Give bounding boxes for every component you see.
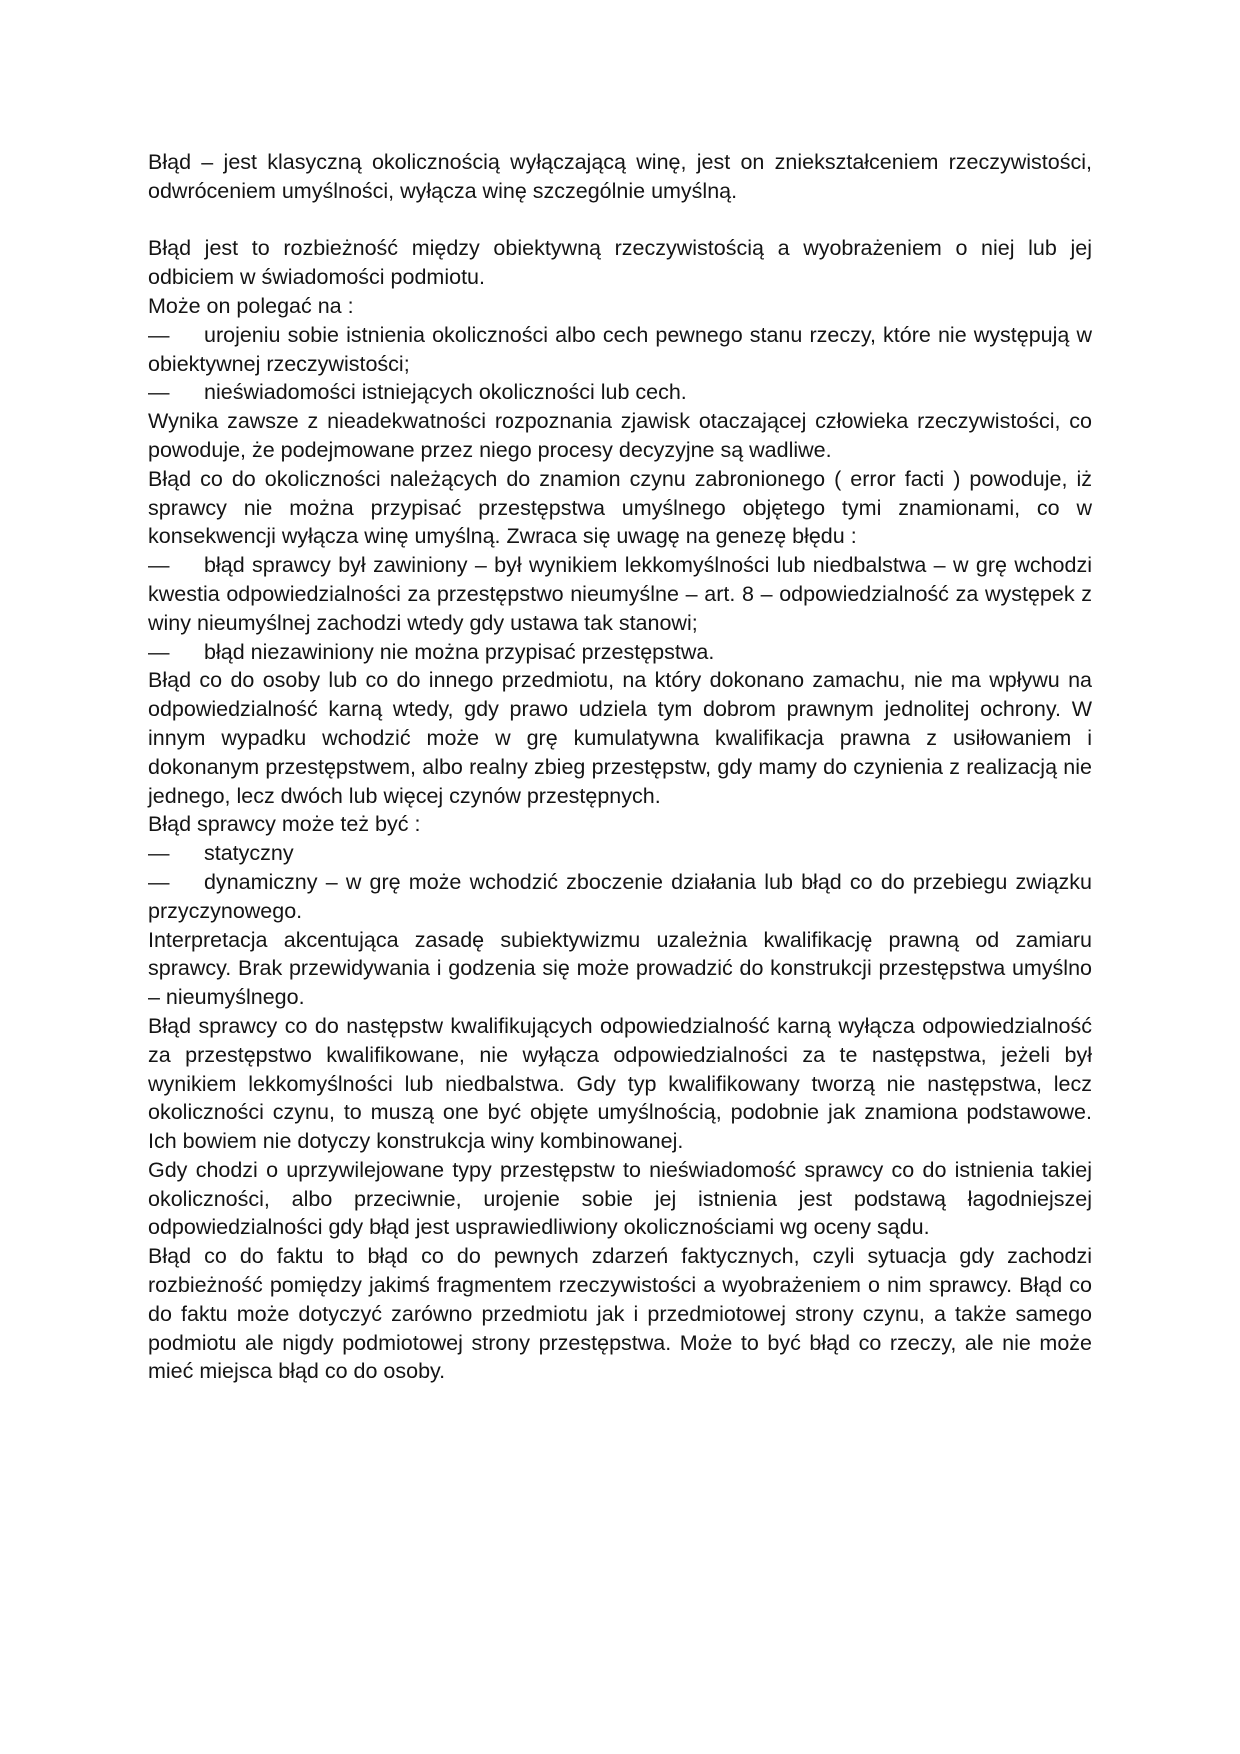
dash-bullet-icon: — <box>148 841 170 866</box>
dash-bullet-icon: — <box>148 869 170 894</box>
paragraph: Błąd sprawcy co do następstw kwalifikujących odpowiedzialność karną wyłącza odpowiedzialność za przestępstwo kwalifikowane, nie wyłącza odpowiedzialności za te następstwa, jeżeli był wynikiem lekkomyślności lub niedbalstwa. Gdy typ kwalifikowany tworzą nie następstwa, lecz okoliczności czynu, to muszą one być objęte umyślnością, podobnie jak znamiona podstawowe. Ich bowiem nie dotyczy konstrukcja winy kombinowanej. <box>148 1013 1092 1154</box>
paragraph: Błąd – jest klasyczną okolicznością wyłączającą winę, jest on zniekształceniem rzeczywistości, odwróceniem umyślności, wyłącza winę szczególnie umyślną. <box>148 150 1092 203</box>
list-item <box>148 839 1092 868</box>
dash-bullet-icon: — <box>148 322 170 347</box>
paragraph: Błąd jest to rozbieżność między obiektywną rzeczywistością a wyobrażeniem o niej lub jej odbiciem w świadomości podmiotu. <box>148 236 1092 290</box>
list-item-text: dynamiczny – w grę może wchodzić zboczenie działania lub błąd co do przebiegu związku przyczynowego. <box>148 869 1092 923</box>
list-item-text: błąd sprawcy był zawiniony – był wynikiem lekkomyślności lub niedbalstwa – w grę wchodzi kwestia odpowiedzialności za przestępstwo nieumyślne – art. 8 – odpowiedzialność za występek z winy nieumyślnej zachodzi wtedy gdy ustawa tak stanowi; <box>148 553 1092 635</box>
dash-bullet-icon: — <box>148 553 170 578</box>
paragraph: Błąd co do okoliczności należących do znamion czynu zabronionego ( error facti ) powoduje, iż sprawcy nie można przypisać przestępstwa umyślnego objętego tymi znamionami, co w konsekwencji wyłącza winę umyślną. Zwraca się uwagę na genezę błędu : <box>148 466 1092 549</box>
list-item-text: statyczny <box>204 841 294 866</box>
paragraph: Gdy chodzi o uprzywilejowane typy przestępstw to nieświadomość sprawcy co do istnienia takiej okoliczności, albo przeciwnie, urojenie sobie jej istnienia jest podstawą łagodniejszej odpowiedzialności gdy błąd jest usprawiedliwiony okolicznościami wg oceny sądu. <box>148 1157 1092 1240</box>
paragraph: Interpretacja akcentująca zasadę subiektywizmu uzależnia kwalifikację prawną od zamiaru sprawcy. Brak przewidywania i godzenia się może prowadzić do konstrukcji przestępstwa umyślno – nieumyślnego. <box>148 927 1092 1010</box>
list-item <box>148 868 1092 926</box>
list-item-text: nieświadomości istniejących okoliczności lub cech. <box>204 380 687 405</box>
paragraph: Błąd co do osoby lub co do innego przedmiotu, na który dokonano zamachu, nie ma wpływu na odpowiedzialność karną wtedy, gdy prawo udziela tym dobrom prawnym jednolitej ochrony. W innym wypadku wchodzić może w grę kumulatywna kwalifikacja prawna z usiłowaniem i dokonanym przestępstwem, albo realny zbieg przestępstw, gdy mamy do czynienia z realizacją nie jednego, lecz dwóch lub więcej czynów przestępnych. <box>148 668 1092 808</box>
paragraph: Błąd co do faktu to błąd co do pewnych zdarzeń faktycznych, czyli sytuacja gdy zachodzi rozbieżność pomiędzy jakimś fragmentem rzeczywistości a wyobrażeniem o nim sprawcy. Błąd co do faktu może dotyczyć zarówno przedmiotu jak i przedmiotowej strony czynu, a także samego podmiotu ale nigdy podmiotowej strony przestępstwa. Może to być błąd co rzeczy, ale nie może mieć miejsca błąd co do osoby. <box>148 1244 1092 1384</box>
paragraph: Może on polegać na : <box>148 293 354 318</box>
list-item-text: urojeniu sobie istnienia okoliczności albo cech pewnego stanu rzeczy, które nie występują w obiektywnej rzeczywistości; <box>148 322 1092 376</box>
paragraph: Wynika zawsze z nieadekwatności rozpoznania zjawisk otaczającej człowieka rzeczywistości, co powoduje, że podejmowane przez niego procesy decyzyjne są wadliwe. <box>148 409 1092 462</box>
dash-bullet-icon: — <box>148 639 170 664</box>
list-item <box>148 321 1092 379</box>
list-item <box>148 378 1092 407</box>
dash-bullet-icon: — <box>148 380 170 405</box>
list-item-text: błąd niezawiniony nie można przypisać przestępstwa. <box>204 639 715 664</box>
document-page <box>148 148 1092 1386</box>
paragraph: Błąd sprawcy może też być : <box>148 812 421 837</box>
list-item <box>148 551 1092 637</box>
list-item <box>148 638 1092 667</box>
